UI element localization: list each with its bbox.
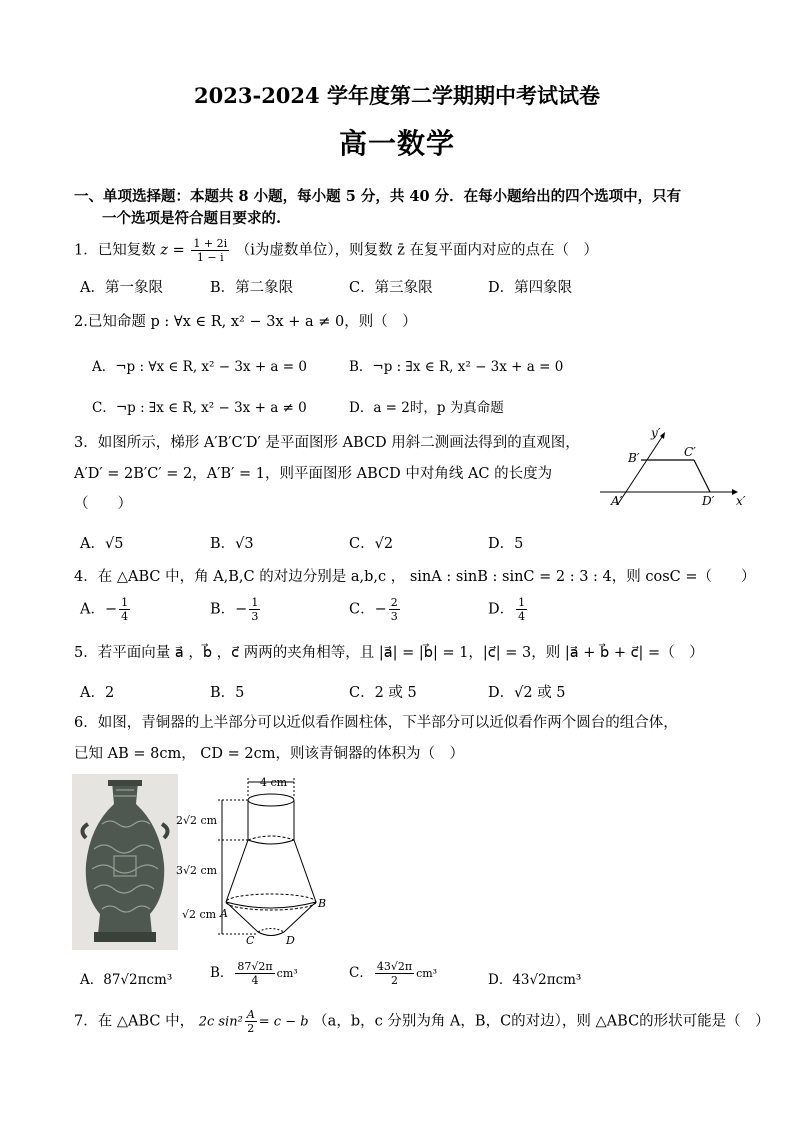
q4-c-den: 3 <box>390 610 398 623</box>
q4-a-den: 4 <box>121 610 129 623</box>
q2-option-c[interactable]: C．¬p : ∃x ∈ R, x² − 3x + a ≠ 0 <box>92 400 307 416</box>
q4-a-letter: A． <box>80 601 105 618</box>
label-h1: 2√2 cm <box>176 814 218 827</box>
q6-c-num: 43√2π <box>376 960 413 973</box>
q4-b-den: 3 <box>251 610 259 623</box>
question-4: 4．在 △ABC 中，角 A,B,C 的对边分别是 a,b,c ， sinA : sinB : sinC = 2 : 3 : 4，则 cosC =（ ） <box>74 569 756 585</box>
label-c: C <box>246 934 255 947</box>
q6-option-b[interactable] <box>210 960 298 987</box>
q3-option-d[interactable]: D．5 <box>488 536 524 552</box>
q5-option-a[interactable]: A．2 <box>80 685 115 701</box>
label-c: C′ <box>684 445 696 459</box>
q1-option-d[interactable]: D．第四象限 <box>488 280 573 296</box>
q4-d-den: 4 <box>518 610 526 623</box>
q6-c-letter: C． <box>349 965 373 981</box>
q4-b-letter: B． <box>210 601 236 618</box>
q6-c-unit: cm³ <box>416 967 438 980</box>
q4-c-num: 2 <box>390 596 398 609</box>
q7-expr-a: 2c sin² <box>198 1014 243 1030</box>
q4-a-fraction <box>119 596 130 623</box>
q4-b-sign: − <box>235 601 248 618</box>
question-2: 2.已知命题 p : ∀x ∈ R, x² − 3x + a ≠ 0，则（ ） <box>74 314 417 330</box>
q1-suffix: （i为虚数单位），则复数 z̄ 在复平面内对应的点在（ ） <box>235 242 598 259</box>
q6-a-letter: A． <box>80 972 104 988</box>
y-axis-arrow-icon <box>660 432 665 439</box>
q6-solid-figure <box>176 774 336 950</box>
q7-prefix: 7．在 △ABC 中， <box>74 1013 195 1030</box>
q4-c-fraction <box>389 596 400 623</box>
q6-line1: 6．如图，青铜器的上半部分可以近似看作圆柱体，下半部分可以近似看作两个圆台的组合体， <box>74 715 678 731</box>
q1-option-a[interactable]: A．第一象限 <box>80 280 163 296</box>
label-a: A′ <box>611 494 623 508</box>
question-7 <box>74 1008 770 1035</box>
q6-option-d[interactable] <box>488 968 581 988</box>
label-h2: 3√2 cm <box>176 864 218 877</box>
trapezoid-right-edge <box>694 460 710 492</box>
q3-line2: A′D′ = 2B′C′ = 2，A′B′ = 1，则平面图形 ABCD 中对角线 AC 的长度为 <box>74 466 553 482</box>
q2-option-a[interactable]: A．¬p : ∀x ∈ R, x² − 3x + a = 0 <box>92 359 307 375</box>
q6-option-c[interactable] <box>349 960 437 987</box>
label-a: A <box>220 907 228 920</box>
q6-c-fraction <box>375 960 414 987</box>
q5-option-c[interactable]: C．2 或 5 <box>349 685 417 701</box>
q1-option-c[interactable]: C．第三象限 <box>349 280 433 296</box>
q6-b-unit: cm³ <box>276 967 298 980</box>
label-h3: √2 cm <box>182 908 217 921</box>
label-top-width: 4 cm <box>260 776 288 789</box>
label-x: x′ <box>736 494 746 508</box>
section-heading-line2: 一个选项是符合题目要求的. <box>102 210 282 227</box>
y-axis <box>618 434 664 504</box>
q3-option-b[interactable]: B．√3 <box>210 536 254 552</box>
q3-option-c[interactable]: C．√2 <box>349 536 394 552</box>
q5-option-b[interactable]: B．5 <box>210 685 245 701</box>
q2-option-b[interactable]: B．¬p : ∃x ∈ R, x² − 3x + a = 0 <box>349 359 564 375</box>
q4-b-fraction <box>249 596 260 623</box>
q6-line2: 已知 AB = 8cm， CD = 2cm，则该青铜器的体积为（ ） <box>74 746 464 762</box>
q6-b-den: 4 <box>251 974 259 987</box>
q4-c-letter: C． <box>349 601 375 618</box>
label-d: D <box>286 934 295 947</box>
q5-option-d[interactable]: D．√2 或 5 <box>488 685 566 701</box>
q6-b-fraction <box>235 960 274 987</box>
q3-option-a[interactable]: A．√5 <box>80 536 124 552</box>
q4-d-fraction <box>516 596 527 623</box>
q4-d-letter: D． <box>488 601 515 618</box>
q1-z-eq: z = <box>160 242 185 259</box>
q4-option-a[interactable] <box>80 596 132 623</box>
label-b: B <box>318 897 327 910</box>
q4-d-num: 1 <box>518 596 526 609</box>
q7-expr-b: = c − b <box>258 1014 309 1030</box>
q3-trapezoid-figure <box>596 424 746 514</box>
q6-b-letter: B． <box>210 965 234 981</box>
q3-line3: （ ） <box>74 496 132 512</box>
q6-a-text: 87√2πcm³ <box>103 972 173 988</box>
q4-b-num: 1 <box>251 596 259 609</box>
q6-b-num: 87√2π <box>237 960 273 973</box>
q4-option-c[interactable] <box>349 596 402 623</box>
label-y: y′ <box>651 426 661 440</box>
q1-frac-num: 1 + 2i <box>193 237 228 250</box>
label-d: D′ <box>702 494 715 508</box>
q1-option-b[interactable]: B．第二象限 <box>210 280 294 296</box>
q7-frac-den: 2 <box>247 1022 255 1035</box>
bronze-vase-photo <box>72 774 178 950</box>
q1-prefix: 1．已知复数 <box>74 242 156 259</box>
q6-d-text: 43√2πcm³ <box>512 972 582 988</box>
exam-title: 2023-2024 学年度第二学期期中考试试卷 <box>194 83 600 108</box>
label-b: B′ <box>628 451 640 465</box>
q1-frac-den: 1 − i <box>196 251 224 264</box>
q1-fraction <box>191 237 229 264</box>
section-heading-line1: 一、单项选择题：本题共 8 小题，每小题 5 分，共 40 分．在每小题给出的四个选项中，只有 <box>74 188 682 205</box>
q4-a-num: 1 <box>121 596 129 609</box>
question-5: 5．若平面向量 a⃗ ，b⃗ ，c⃗ 两两的夹角相等，且 |a⃗| = |b⃗| = 1，|c⃗| = 3，则 |a⃗ + b⃗ + c⃗| =（ ） <box>74 645 704 661</box>
q2-option-d[interactable]: D．a = 2时，p 为真命题 <box>349 400 504 416</box>
question-1 <box>74 237 598 264</box>
q6-c-den: 2 <box>390 974 398 987</box>
q4-a-sign: − <box>104 601 118 618</box>
q3-line1: 3．如图所示，梯形 A′B′C′D′ 是平面图形 ABCD 用斜二测画法得到的直观图， <box>74 435 580 451</box>
q4-option-b[interactable] <box>210 596 262 623</box>
q6-option-a[interactable] <box>80 968 172 988</box>
q6-d-letter: D． <box>488 972 513 988</box>
q4-c-sign: − <box>374 601 387 618</box>
subject-title: 高一数学 <box>338 127 455 160</box>
q7-suffix: （a，b，c 分别为角 A，B，C的对边），则 △ABC的形状可能是（ ） <box>313 1013 770 1030</box>
q4-option-d[interactable] <box>488 596 529 623</box>
q7-frac-num: A <box>246 1008 255 1021</box>
q7-fraction <box>245 1008 257 1035</box>
